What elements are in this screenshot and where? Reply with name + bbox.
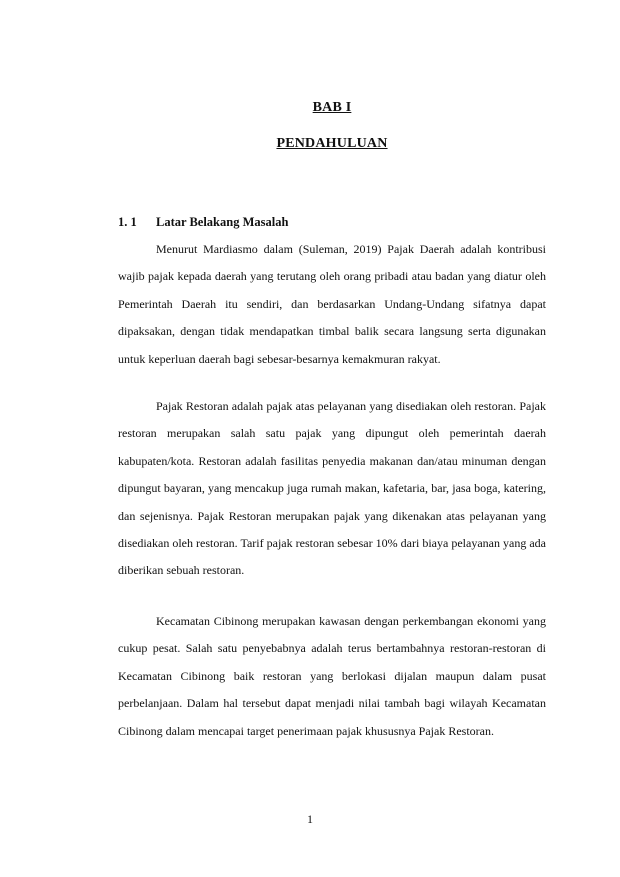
page-number: 1: [307, 812, 313, 826]
section-number: 1. 1: [118, 215, 137, 229]
chapter-subtitle: PENDAHULUAN: [276, 136, 388, 151]
chapter-title: BAB I: [312, 100, 352, 115]
section-title: Latar Belakang Masalah: [156, 215, 289, 229]
paragraph-2: Pajak Restoran adalah pajak atas pelayanan yang disediakan oleh restoran. Pajak restoran merupakan salah satu pajak yang dipungut oleh pemerintah daerah kabupaten/kota. Restoran adalah fasilitas penyedia makanan dan/atau minuman dengan dipungut bayaran, yang mencakup juga rumah makan, kafetaria, bar, jasa boga, katering, dan sejenisnya. Pajak Restoran merupakan pajak yang dikenakan atas pelayanan yang disediakan oleh restoran. Tarif pajak restoran sebesar 10% dari biaya pelayanan yang ada diberikan sebuah restoran.: [118, 399, 546, 578]
paragraph-1: Menurut Mardiasmo dalam (Suleman, 2019) Pajak Daerah adalah kontribusi wajib pajak kepada daerah yang terutang oleh orang pribadi atau badan yang diatur oleh Pemerintah Daerah itu sendiri, dan berdasarkan Undang-Undang sifatnya dapat dipaksakan, dengan tidak mendapatkan timbal balik secara langsung serta digunakan untuk keperluan daerah bagi sebesar-besarnya kemakmuran rakyat.: [118, 242, 546, 366]
section-heading: [118, 215, 288, 230]
paragraph-3: Kecamatan Cibinong merupakan kawasan dengan perkembangan ekonomi yang cukup pesat. Salah satu penyebabnya adalah terus bertambahnya restoran-restoran di Kecamatan Cibinong baik restoran yang berlokasi dijalan maupun dalam pusat perbelanjaan. Dalam hal tersebut dapat menjadi nilai tambah bagi wilayah Kecamatan Cibinong dalam mencapai target penerimaan pajak khususnya Pajak Restoran.: [118, 614, 546, 738]
